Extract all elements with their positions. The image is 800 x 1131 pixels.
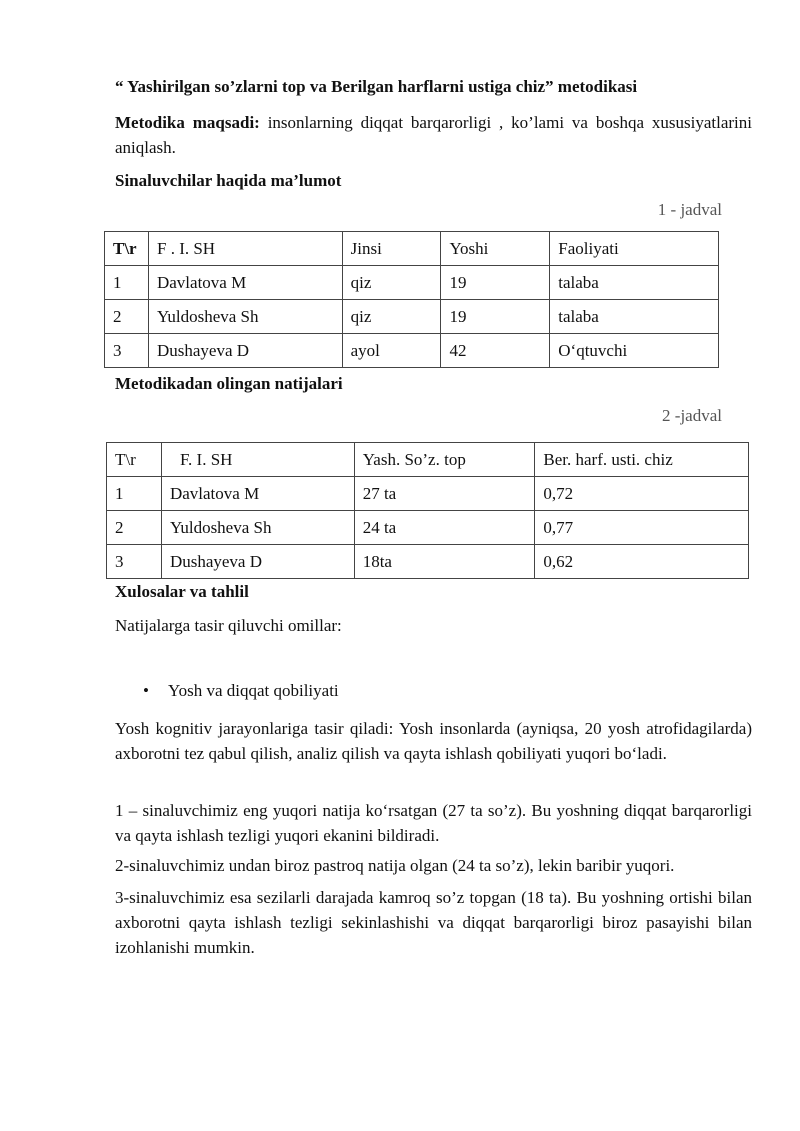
purpose-paragraph [115,110,752,160]
table-header-cell: Jinsi [342,232,441,266]
table-cell: Yuldosheva Sh [161,511,354,545]
table1-caption: 1 - jadval [657,200,722,219]
table-header-cell: Yoshi [441,232,550,266]
table-cell: qiz [342,300,441,334]
results-heading: Metodikadan olingan natijalari [115,374,343,393]
table-row [107,477,749,511]
paragraph: 2-sinaluvchimiz undan biroz pastroq natija olgan (24 ta so’z), lekin baribir yuqori. [115,856,675,875]
table-cell: 1 [105,266,149,300]
table-header-cell: F . I. SH [148,232,342,266]
table-cell: 0,77 [535,511,749,545]
table-cell: Davlatova M [161,477,354,511]
table-row [105,334,719,368]
results-table [106,442,749,579]
table-cell: 19 [441,300,550,334]
table-row [107,545,749,579]
table-cell: 42 [441,334,550,368]
table-cell: 1 [107,477,162,511]
table-cell: Yuldosheva Sh [148,300,342,334]
table-cell: 2 [105,300,149,334]
table-header-cell: T\r [105,232,149,266]
table-cell: 3 [105,334,149,368]
table-cell: 0,62 [535,545,749,579]
bullet-item-text: Yosh va diqqat qobiliyati [168,681,339,700]
table2-caption: 2 -jadval [662,406,722,425]
participants-table [104,231,719,368]
purpose-label: Metodika maqsadi: [115,113,260,132]
table-row [107,511,749,545]
table-cell: O‘qtuvchi [550,334,719,368]
table-cell: 19 [441,266,550,300]
table-header-cell: Ber. harf. usti. chiz [535,443,749,477]
table-cell: Davlatova M [148,266,342,300]
table-cell: talaba [550,300,719,334]
table-cell: Dushayeva D [148,334,342,368]
table-row [105,266,719,300]
table-cell: talaba [550,266,719,300]
table-header-row [107,443,749,477]
paragraph: 3-sinaluvchimiz esa sezilarli darajada kamroq so’z topgan (18 ta). Bu yoshning ortishi bilan axborotni qayta ishlash tezligi sekinlashishi va diqqat barqarorligi biroz pasayishi bilan izohlanishi mumkin. [115,888,752,957]
table-header-cell: Yash. So’z. top [354,443,535,477]
table-cell: 18ta [354,545,535,579]
table-cell: qiz [342,266,441,300]
conclusions-heading: Xulosalar va tahlil [115,582,249,601]
table-header-cell: T\r [107,443,162,477]
participants-heading: Sinaluvchilar haqida ma’lumot [115,171,342,190]
table-cell: ayol [342,334,441,368]
table-header-row [105,232,719,266]
table-cell: 0,72 [535,477,749,511]
bullet-icon: • [143,681,149,700]
paragraph: 1 – sinaluvchimiz eng yuqori natija ko‘rsatgan (27 ta so’z). Bu yoshning diqqat barqarorligi va qayta ishlash tezligi yuqori ekanini bildiradi. [115,801,752,845]
document-title: “ Yashirilgan so’zlarni top va Berilgan harflarni ustiga chiz” metodikasi [115,77,638,96]
table-row [105,300,719,334]
purpose-text: insonlarning diqqat barqarorligi , ko’lami va boshqa xususiyatlarini aniqlash. [115,113,752,157]
table-header-cell: Faoliyati [550,232,719,266]
table-cell: 24 ta [354,511,535,545]
factors-intro: Natijalarga tasir qiluvchi omillar: [115,616,342,635]
table-cell: 2 [107,511,162,545]
table-cell: 3 [107,545,162,579]
table-header-cell: F. I. SH [161,443,354,477]
table-cell: Dushayeva D [161,545,354,579]
paragraph: Yosh kognitiv jarayonlariga tasir qiladi: Yosh insonlarda (ayniqsa, 20 yosh atrofidagilarda) axborotni tez qabul qilish, analiz qilish va qayta ishlash qobiliyati yuqori bo‘ladi. [115,719,752,763]
table-cell: 27 ta [354,477,535,511]
